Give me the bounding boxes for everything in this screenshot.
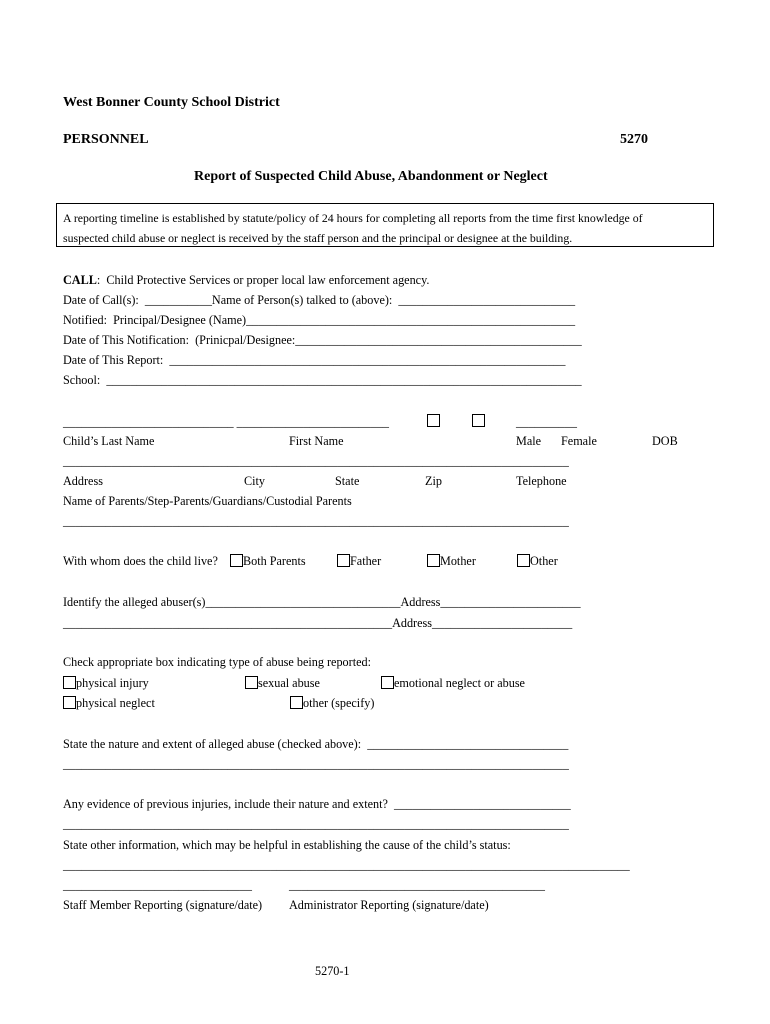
- date-notification-field[interactable]: Date of This Notification: (Prinicpal/Designee:_______________________________________________: [63, 333, 582, 347]
- parents-label: Name of Parents/Step-Parents/Guardians/Custodial Parents: [63, 494, 352, 508]
- admin-signature-label: Administrator Reporting (signature/date): [289, 898, 489, 912]
- mother-checkbox[interactable]: [427, 554, 440, 567]
- emotional-label: emotional neglect or abuse: [394, 676, 525, 690]
- city-label: City: [244, 474, 265, 488]
- other-info-question: State other information, which may be helpful in establishing the cause of the child’s status:: [63, 838, 511, 852]
- other-specify-label: other (specify): [303, 696, 375, 710]
- state-label: State: [335, 474, 360, 488]
- female-checkbox[interactable]: [472, 414, 485, 427]
- telephone-label: Telephone: [516, 474, 567, 488]
- nature-field[interactable]: State the nature and extent of alleged abuse (checked above): _________________________________: [63, 737, 569, 751]
- date-report-field[interactable]: Date of This Report: _________________________________________________________________: [63, 353, 566, 367]
- notice-line-1: A reporting timeline is established by statute/policy of 24 hours for completing all reports from the time first knowledge of: [63, 211, 643, 225]
- staff-signature-label: Staff Member Reporting (signature/date): [63, 898, 263, 912]
- physical-neglect-checkbox[interactable]: [63, 696, 76, 709]
- call-label: CALL: [63, 273, 97, 287]
- abuser-field-1[interactable]: Identify the alleged abuser(s)________________________________Address_______________________: [63, 595, 581, 609]
- abuser-field-2[interactable]: ______________________________________________________Address_______________________: [63, 616, 573, 630]
- other-specify-checkbox[interactable]: [290, 696, 303, 709]
- nature-line[interactable]: ___________________________________________________________________________________: [63, 757, 569, 771]
- emotional-checkbox[interactable]: [381, 676, 394, 689]
- father-checkbox[interactable]: [337, 554, 350, 567]
- section-label: PERSONNEL: [63, 132, 149, 147]
- child-name-blank[interactable]: ____________________________ _________________________: [63, 415, 390, 429]
- notice-line-2: suspected child abuse or neglect is received by the staff person and the principal or designee at the building.: [63, 231, 573, 245]
- other-label: Other: [530, 554, 558, 568]
- male-label: Male: [516, 434, 542, 448]
- both-parents-checkbox[interactable]: [230, 554, 243, 567]
- admin-signature-line[interactable]: __________________________________________: [289, 878, 545, 892]
- female-label: Female: [561, 434, 597, 448]
- lives-with-question: With whom does the child live?: [63, 554, 218, 568]
- notified-field[interactable]: Notified: Principal/Designee (Name)______________________________________________________: [63, 313, 576, 327]
- physical-injury-checkbox[interactable]: [63, 676, 76, 689]
- dob-blank[interactable]: __________: [516, 415, 577, 429]
- parents-field[interactable]: ___________________________________________________________________________________: [63, 514, 569, 528]
- call-text: : Child Protective Services or proper local law enforcement agency.: [96, 273, 430, 287]
- first-name-label: First Name: [289, 434, 344, 448]
- page-number: 5270-1: [315, 964, 350, 978]
- mother-label: Mother: [440, 554, 476, 568]
- physical-neglect-label: physical neglect: [76, 696, 155, 710]
- date-of-calls-field[interactable]: Date of Call(s): ___________Name of Person(s) talked to (above): _____________________________: [63, 293, 576, 307]
- evidence-line[interactable]: ___________________________________________________________________________________: [63, 817, 569, 831]
- child-last-name-label: Child’s Last Name: [63, 434, 155, 448]
- sexual-abuse-checkbox[interactable]: [245, 676, 258, 689]
- district-name: West Bonner County School District: [63, 95, 280, 110]
- both-parents-label: Both Parents: [243, 554, 306, 568]
- other-checkbox[interactable]: [517, 554, 530, 567]
- staff-signature-line[interactable]: _______________________________: [63, 878, 252, 892]
- sexual-abuse-label: sexual abuse: [258, 676, 320, 690]
- zip-label: Zip: [425, 474, 442, 488]
- form-title: Report of Suspected Child Abuse, Abandonment or Neglect: [194, 169, 548, 184]
- abuse-type-instruction: Check appropriate box indicating type of abuse being reported:: [63, 655, 371, 669]
- policy-number: 5270: [620, 132, 648, 147]
- school-field[interactable]: School: ______________________________________________________________________________: [63, 373, 582, 387]
- father-label: Father: [350, 554, 382, 568]
- evidence-field[interactable]: Any evidence of previous injuries, include their nature and extent? _____________________________: [63, 797, 571, 811]
- other-info-line[interactable]: _____________________________________________________________________________________________: [63, 858, 630, 872]
- male-checkbox[interactable]: [427, 414, 440, 427]
- call-line: [63, 273, 429, 287]
- address-label: Address: [63, 474, 103, 488]
- address-blank[interactable]: ___________________________________________________________________________________: [63, 454, 569, 468]
- physical-injury-label: physical injury: [76, 676, 149, 690]
- dob-label: DOB: [652, 434, 678, 448]
